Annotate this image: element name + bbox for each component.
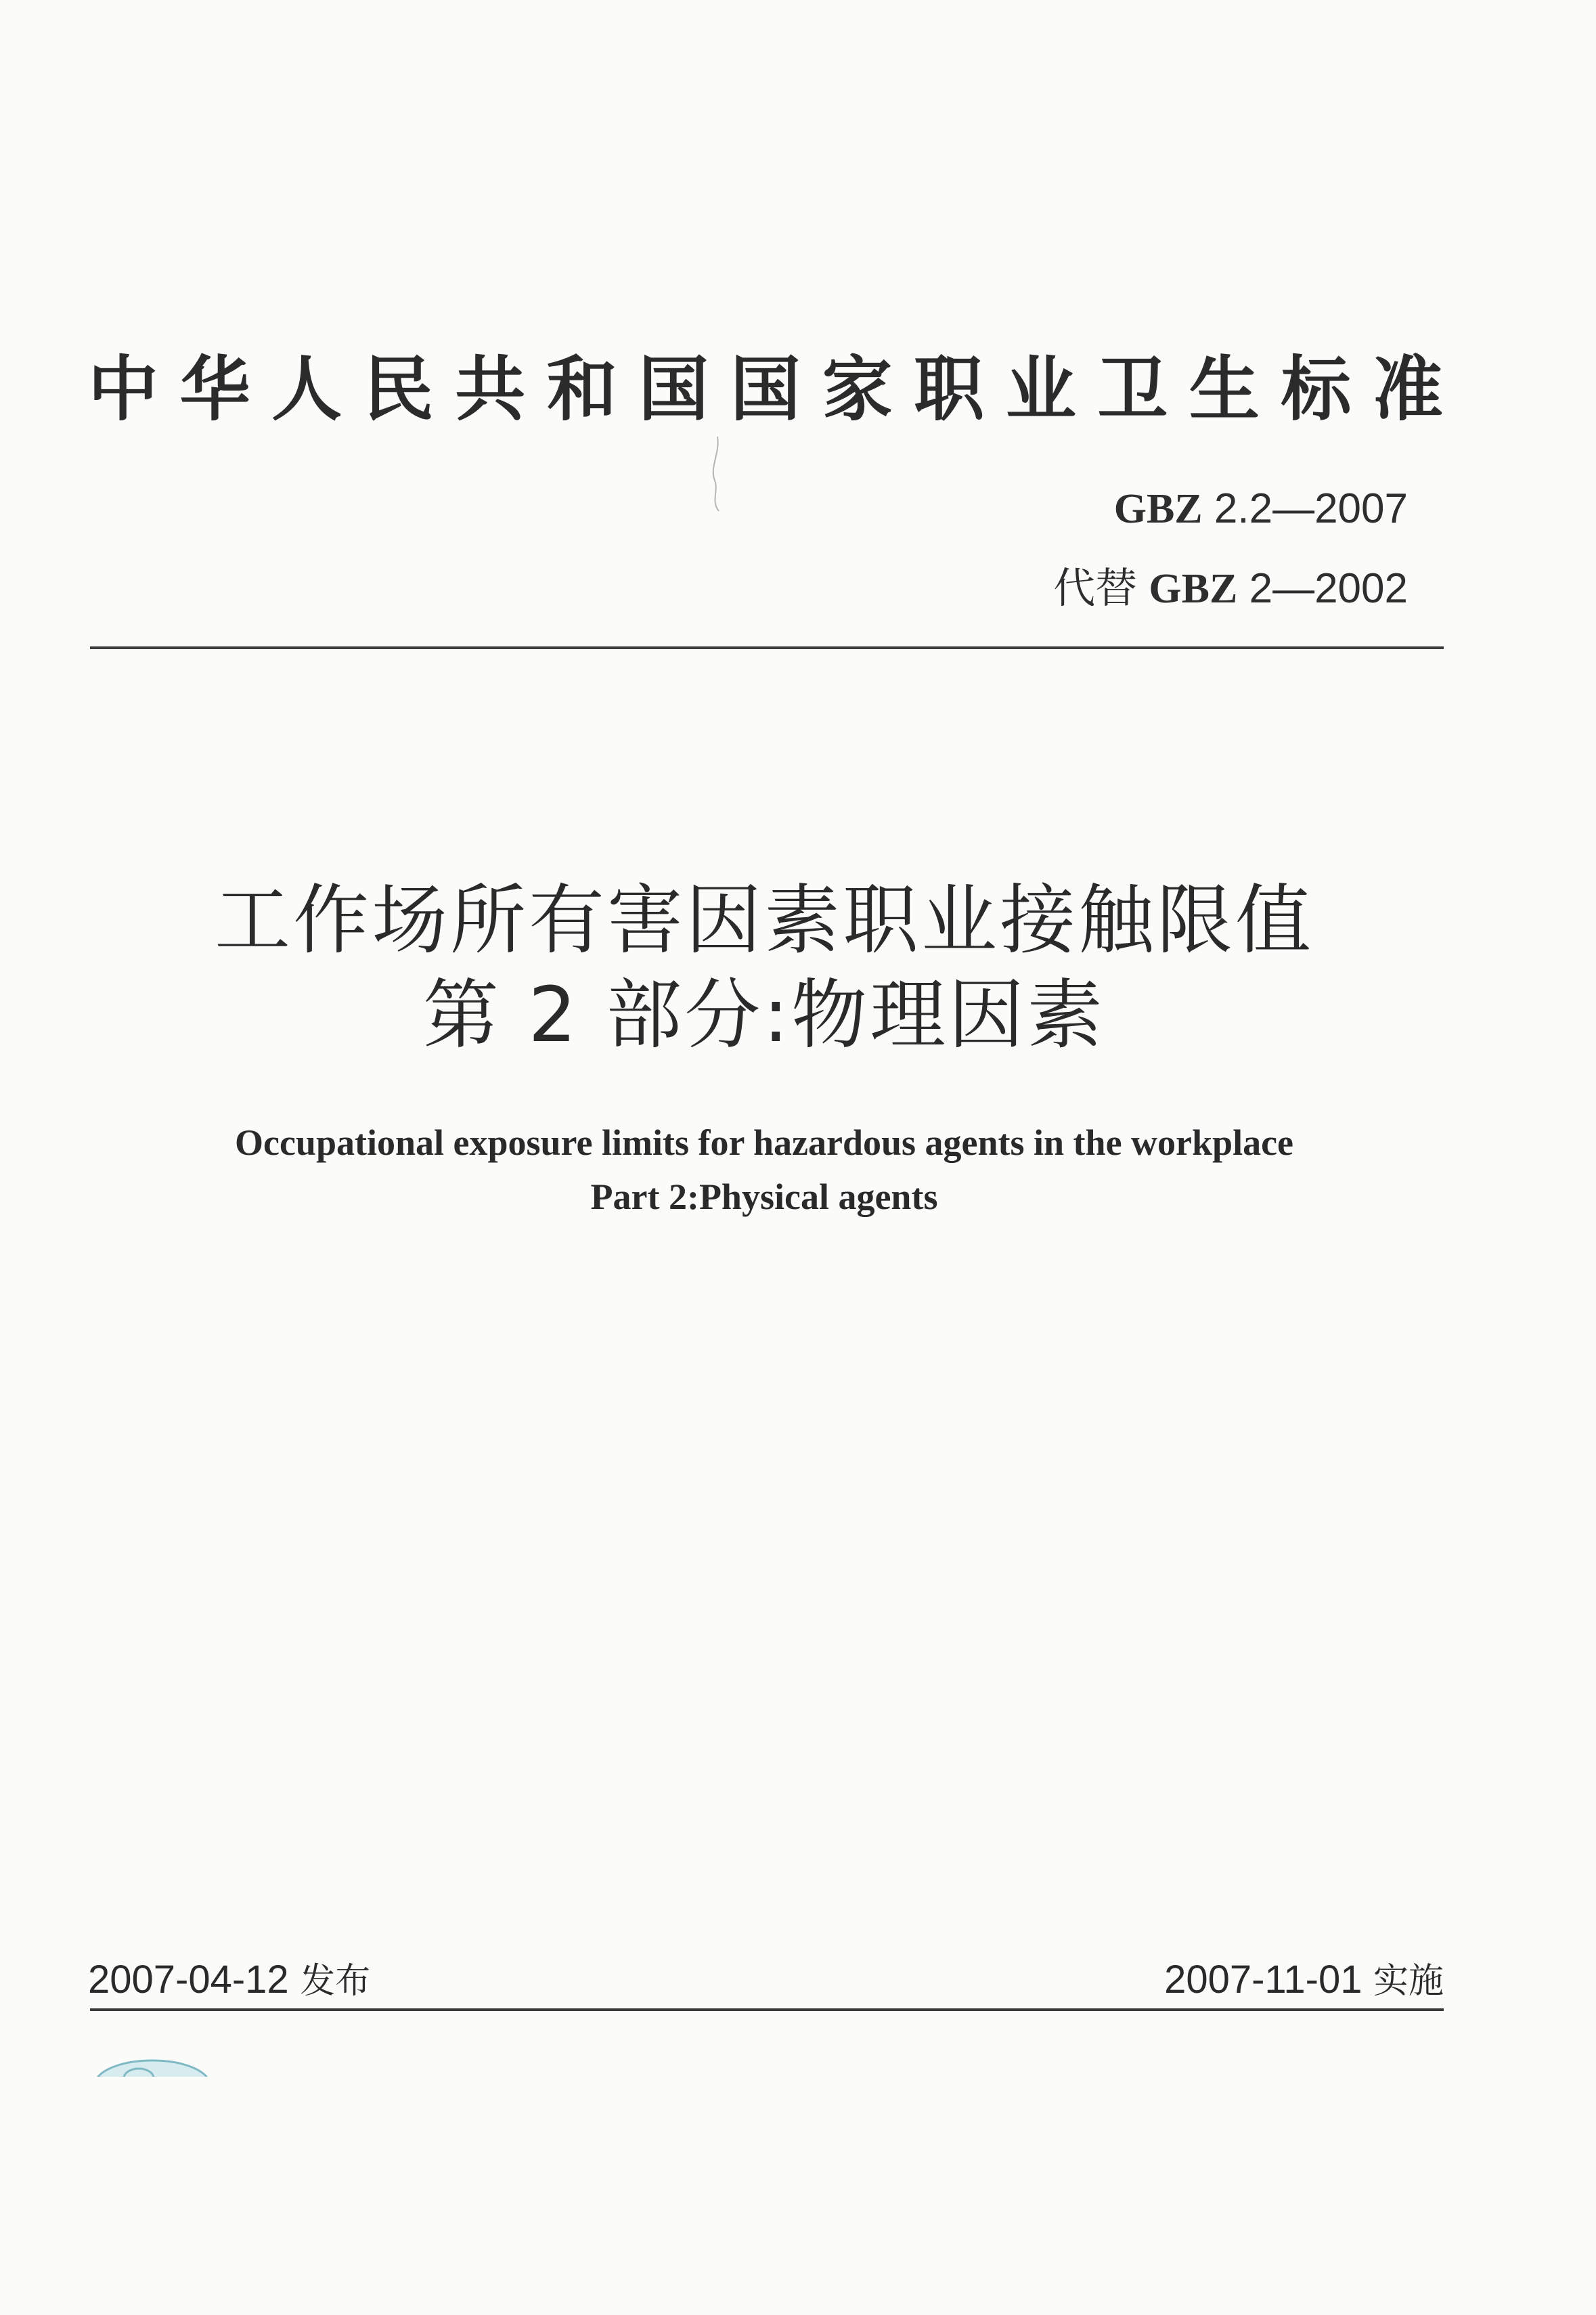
english-title-line-2: Part 2:Physical agents xyxy=(590,1176,938,1217)
replaces-prefix: GBZ xyxy=(1149,566,1238,612)
replaces-value: 2—2002 xyxy=(1237,565,1408,612)
scan-artifact-mark xyxy=(704,433,731,514)
replaces-label: 代替 xyxy=(1053,565,1149,612)
implementation-date xyxy=(1164,1953,1444,2008)
publisher-seal-icon xyxy=(91,2058,213,2077)
issue-date-label: 发布 xyxy=(288,1961,371,2002)
issue-date-value: 2007-04-12 xyxy=(88,1958,289,2002)
chinese-title-line-2: 第 2 部分:物理因素 xyxy=(422,971,1106,1059)
english-title-line-1: Occupational exposure limits for hazardous agents in the workplace xyxy=(234,1122,1294,1163)
standard-number-value: 2.2—2007 xyxy=(1202,485,1408,532)
chinese-title-line-1: 工作场所有害因素职业接触限值 xyxy=(215,877,1314,965)
footer-divider xyxy=(90,2008,1444,2011)
implementation-date-label: 实施 xyxy=(1362,1961,1444,2002)
header-divider xyxy=(90,646,1444,649)
replaces-standard xyxy=(1053,562,1408,616)
standard-number xyxy=(1114,482,1408,536)
standard-number-prefix: GBZ xyxy=(1113,486,1203,532)
standard-authority-title: 中华人民共和国国家职业卫生标准 xyxy=(88,347,1448,431)
issue-date xyxy=(88,1953,370,2008)
implementation-date-value: 2007-11-01 xyxy=(1164,1958,1362,2002)
